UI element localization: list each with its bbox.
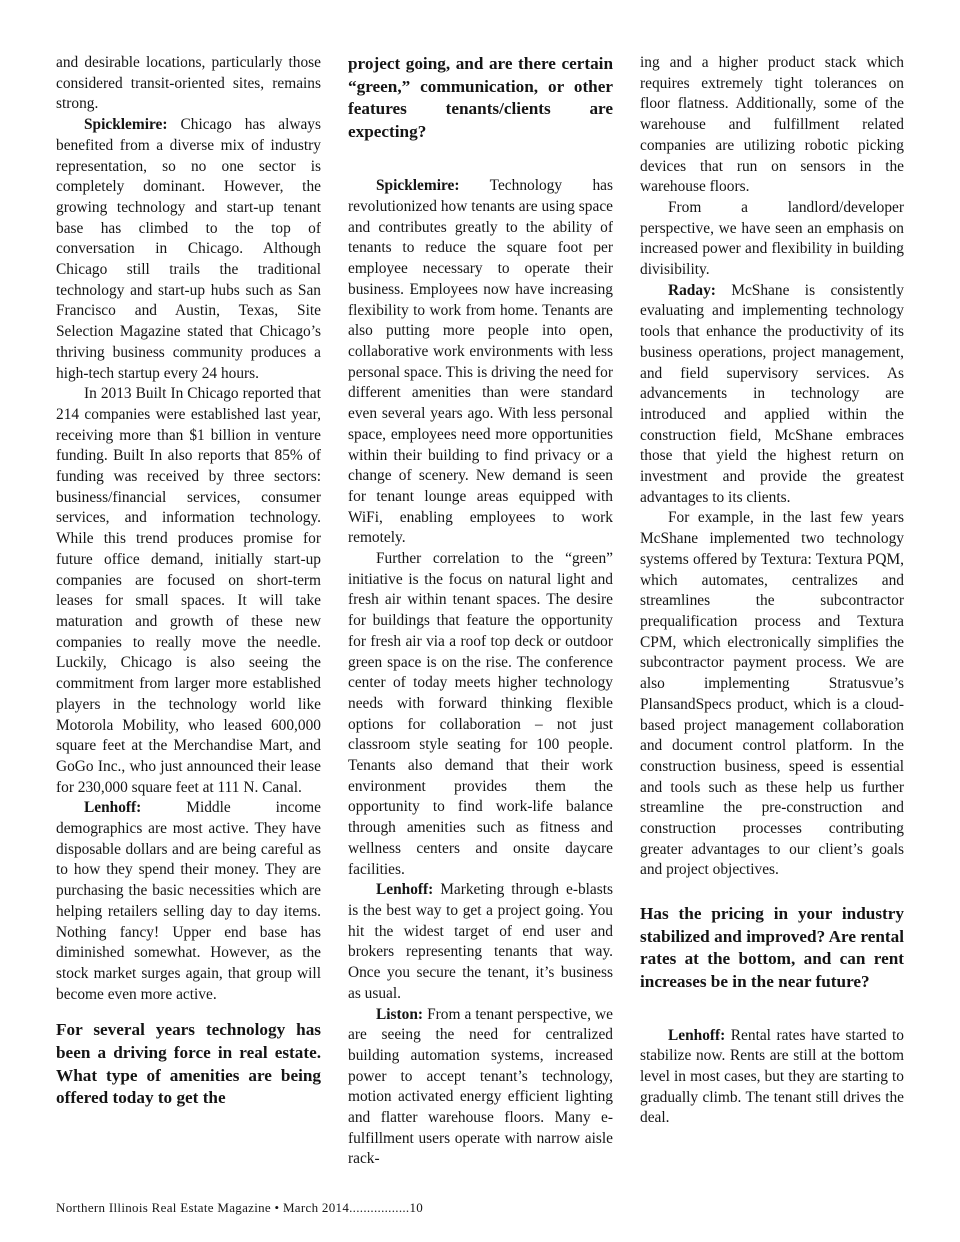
column-2 [348, 53, 613, 1170]
paragraph [56, 798, 321, 1005]
section-heading: For several years technology has been a driving force in real estate. What type of amenities are being offered today to get the [56, 1020, 321, 1108]
speaker-name: Spicklemire: [376, 177, 460, 195]
section-heading: project going, and are there certain “green,” communication, or other features tenants/clients are expecting? [348, 54, 613, 141]
paragraph [348, 176, 613, 549]
paragraph-text: From a tenant perspective, we are seeing the need for centralized building automation systems, increased power to accept tenant’s technology, motion activated energy efficient lighting and flatter warehouse floors. Many e-fulfillment users operate with narrow aisle rack- [348, 1005, 613, 1168]
column-1 [56, 53, 321, 1110]
paragraph-text: McShane is consistently evaluating and implementing technology tools that enhance the productivity of its business operations, project management, and field supervisory services. As advancements in technology are introduced and applied within the construction field, McShane embraces those that yield the highest return on investment and provide the greatest advantages to its clients. [640, 281, 904, 506]
speaker-name: Spicklemire: [84, 116, 168, 134]
paragraph: and desirable locations, particularly those considered transit-oriented sites, remains strong. [56, 54, 321, 113]
speaker-name: Liston: [376, 1005, 424, 1023]
paragraph-text: Middle income demographics are most active. They have disposable dollars and are being careful as to how they spend their money. They are purchasing the basic necessities which are helping retailers selling day to day items. Nothing fancy! Upper end base has diminished somewhat. However, as the stock market surges again, that group will become even more active. [56, 799, 321, 1003]
paragraph: In 2013 Built In Chicago reported that 214 companies were established last year, receiving more than $1 billion in venture funding. Built In also reports that 85% of funding was received by three sectors: business/financial services, consumer services, and information technology. While this trend produces promise for future office demand, initially start-up companies are focused on short-term leases for small spaces. It will take maturation and growth of these new companies to really move the needle. Luckily, Chicago is also seeing the commitment from larger more established players in the technology world like Motorola Mobility, who leased 600,000 square feet at the Merchandise Mart, and GoGo Inc., who just announced their lease for 230,000 square feet at 111 N. Canal. [56, 385, 321, 796]
paragraph-text: Chicago has always benefited from a diverse mix of industry representation, so no one sector is completely dominant. However, the growing technology and start-up tenant base has climbed to the top of conversation in Chicago. Although Chicago still trails the traditional technology and start-up hubs such as San Francisco and Austin, Texas, Site Selection Magazine stated that Chicago’s thriving business community produces a high-tech startup every 24 hours. [56, 116, 321, 382]
paragraph [348, 1005, 613, 1171]
paragraph [348, 880, 613, 1004]
speaker-name: Lenhoff: [84, 799, 142, 817]
speaker-name: Raday: [668, 281, 716, 299]
paragraph [640, 1026, 904, 1130]
page-footer: Northern Illinois Real Estate Magazine • March 2014.................10 [56, 1200, 424, 1215]
paragraph: From a landlord/developer perspective, we have seen an emphasis on increased power and flexibility in building divisibility. [640, 198, 904, 279]
speaker-name: Lenhoff: [376, 881, 434, 899]
paragraph-text: Technology has revolutionized how tenants are using space and contributes greatly to the ability of tenants to reduce the square foot per employee necessary to operate their business. Employees now have increasing flexibility to work from home. Tenants are also putting more people into open, collaborative work environments with less personal space. This is driving the need for different amenities than were standard even several years ago. With less personal space, employees need more opportunities within their building to find privacy or a change of scenery. New demand is seen for tenant lounge areas equipped with WiFi, enabling employees to work remotely. [348, 177, 613, 547]
paragraph [640, 281, 904, 509]
section-heading: Has the pricing in your industry stabilized and improved? Are rental rates at the bottom, and can rent increases be in the near future? [640, 904, 904, 991]
paragraph-text: Rental rates have started to stabilize now. Rents are still at the bottom level in most cases, but they are starting to gradually climb. The tenant still drives the deal. [640, 1026, 904, 1127]
speaker-name: Lenhoff: [668, 1026, 726, 1044]
paragraph: For example, in the last few years McShane implemented two technology systems offered by Textura: Textura PQM, which automates, centralizes and streamlines the subcontractor prequalification process and Textura CPM, which electronically simplifies the subcontractor payment process. We are also implementing Stratusvue’s PlansandSpecs product, which is a cloud-based project management collaboration and document control platform. In the construction business, speed is essential and tools such as these help us further streamline the pre-construction and construction processes contributing greater advantages to our client’s goals and project objectives. [640, 509, 904, 879]
paragraph: Further correlation to the “green” initiative is the focus on natural light and fresh air within tenant spaces. The desire for buildings that feature the opportunity for fresh air via a roof top deck or outdoor green space is on the rise. The conference center of today meets higher technology needs with forward thinking flexible options for collaboration – not just classroom style seating for 100 people. Tenants also demand that their work environment provides them the opportunity to find work-life balance through amenities such as fitness and wellness centers and onsite daycare facilities. [348, 550, 613, 878]
paragraph-text: Marketing through e-blasts is the best way to get a project going. You hit the widest target of end user and brokers representing tenants that way. Once you secure the tenant, it’s business as usual. [348, 881, 613, 1002]
column-3 [640, 53, 904, 1129]
paragraph [56, 115, 321, 384]
paragraph: ing and a higher product stack which requires extremely tight tolerances on floor flatness. Additionally, some of the warehouse and fulfillment related companies are utilizing robotic picking devices that run on sensors in the warehouse floors. [640, 54, 904, 196]
